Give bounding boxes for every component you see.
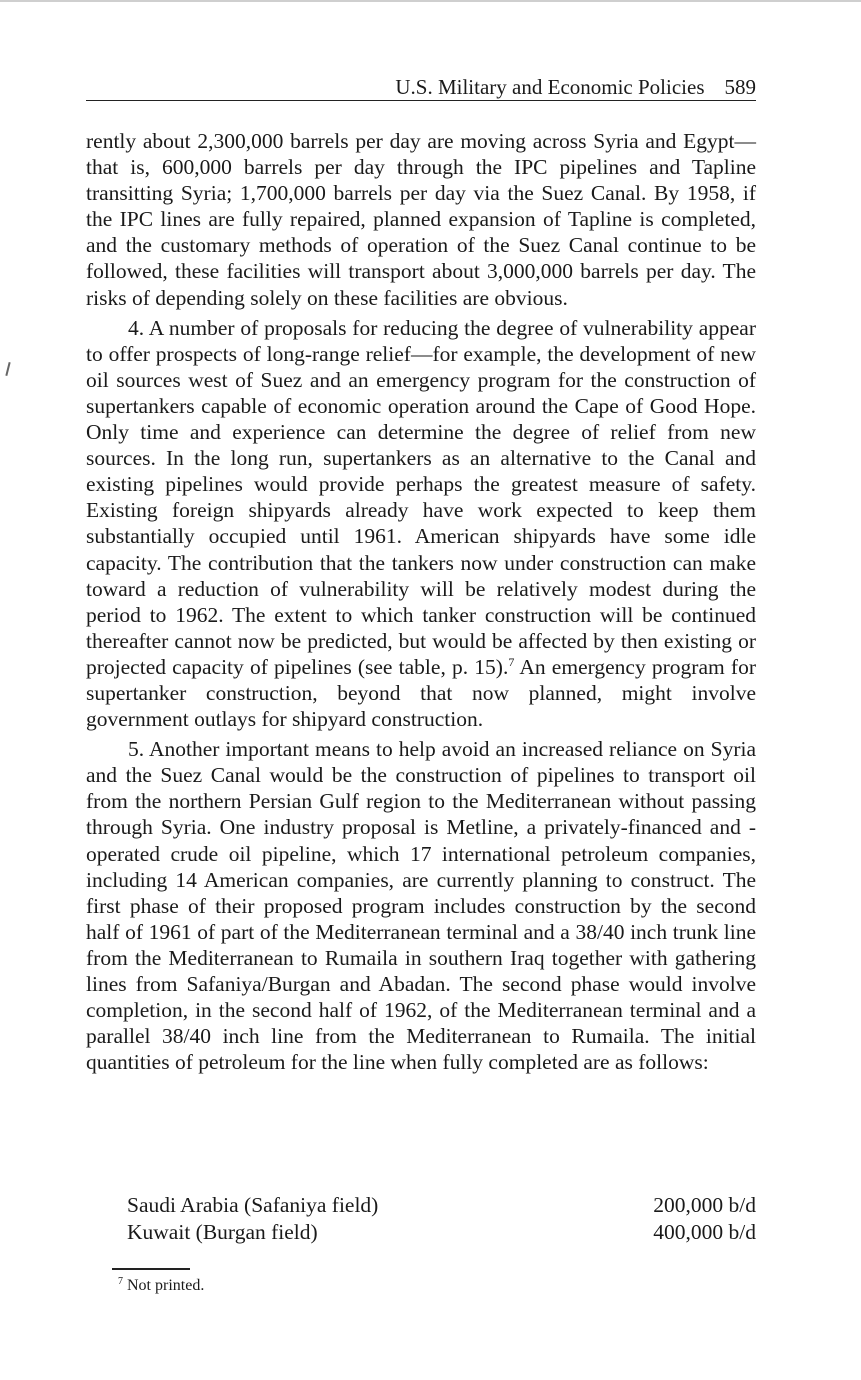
running-header — [86, 74, 756, 101]
body-text — [86, 128, 756, 1079]
margin-pencil-mark — [5, 362, 10, 376]
petroleum-quantities-table — [127, 1192, 756, 1245]
table-source: Saudi Arabia (Safaniya field) — [127, 1193, 379, 1217]
table-row — [127, 1192, 756, 1219]
paragraph-5: 5. Another important means to help avoid an increased reliance on Syria and the Suez Canal would be the construction of pipelines to transport oil from the northern Persian Gulf region to the Mediterranean without passing through Syria. One industry proposal is Metline, a privately-financed and -operated crude oil pipeline, which 17 international petroleum companies, including 14 American companies, are currently planning to construct. The first phase of their proposed program includes construction by the second half of 1961 of part of the Mediterranean terminal and a 38/40 inch trunk line from the Mediterranean to Rumaila in southern Iraq together with gathering lines from Safaniya/Burgan and Abadan. The second phase would involve completion, in the second half of 1962, of the Mediterranean terminal and a parallel 38/40 inch line from the Mediterranean to Rumaila. The initial quantities of petroleum for the line when fully completed are as follows: — [86, 737, 756, 1075]
paragraph-4: 4. A number of proposals for reducing the degree of vulnerability appear to offer prospects of long-range relief—for example, the development of new oil sources west of Suez and an emergency program for the construction of supertankers capable of economic operation around the Cape of Good Hope. Only time and experience can determine the degree of relief from new sources. In the long run, supertankers as an alternative to the Canal and existing pipelines would provide perhaps the greatest measure of safety. Existing foreign shipyards already have work expected to keep them substantially occupied until 1961. American shipyards have some idle capacity. The contribution that the tankers now under construction can make toward a reduction of vulnerability will be relatively modest during the period to 1962. The extent to which tanker construction will be continued thereafter cannot now be predicted, but would be affected by then existing or projected capacity of pipelines (see table, p. 15).$^7$ An emergency program for supertanker construction, beyond that now planned, might involve government outlays for shipyard construction. — [86, 315, 756, 732]
page-number: 589 — [724, 75, 756, 99]
footnote-divider — [112, 1268, 190, 1270]
table-quantity: 200,000 b/d — [653, 1193, 756, 1217]
footnote-reference: 7 — [508, 654, 515, 669]
page-top-edge — [0, 0, 861, 2]
table-row — [127, 1219, 756, 1246]
footnote — [118, 1276, 204, 1296]
table-source: Kuwait (Burgan field) — [127, 1219, 318, 1244]
paragraph-continued: rently about 2,300,000 barrels per day are moving across Syria and Egypt—that is, 600,000 barrels per day through the IPC pipelines and Tapline transitting Syria; 1,700,000 barrels per day via the Suez Canal. By 1958, if the IPC lines are fully repaired, planned expansion of Tapline is completed, and the customary methods of operation of the Suez Canal continue to be followed, these facilities will transport about 3,000,000 barrels per day. The risks of depending solely on these facilities are obvious. — [86, 129, 756, 310]
running-title: U.S. Military and Economic Policies — [395, 75, 705, 99]
footnote-text: Not printed. — [127, 1277, 205, 1294]
table-quantity: 400,000 b/d — [653, 1219, 756, 1244]
footnote-marker: 7 — [118, 1276, 123, 1287]
